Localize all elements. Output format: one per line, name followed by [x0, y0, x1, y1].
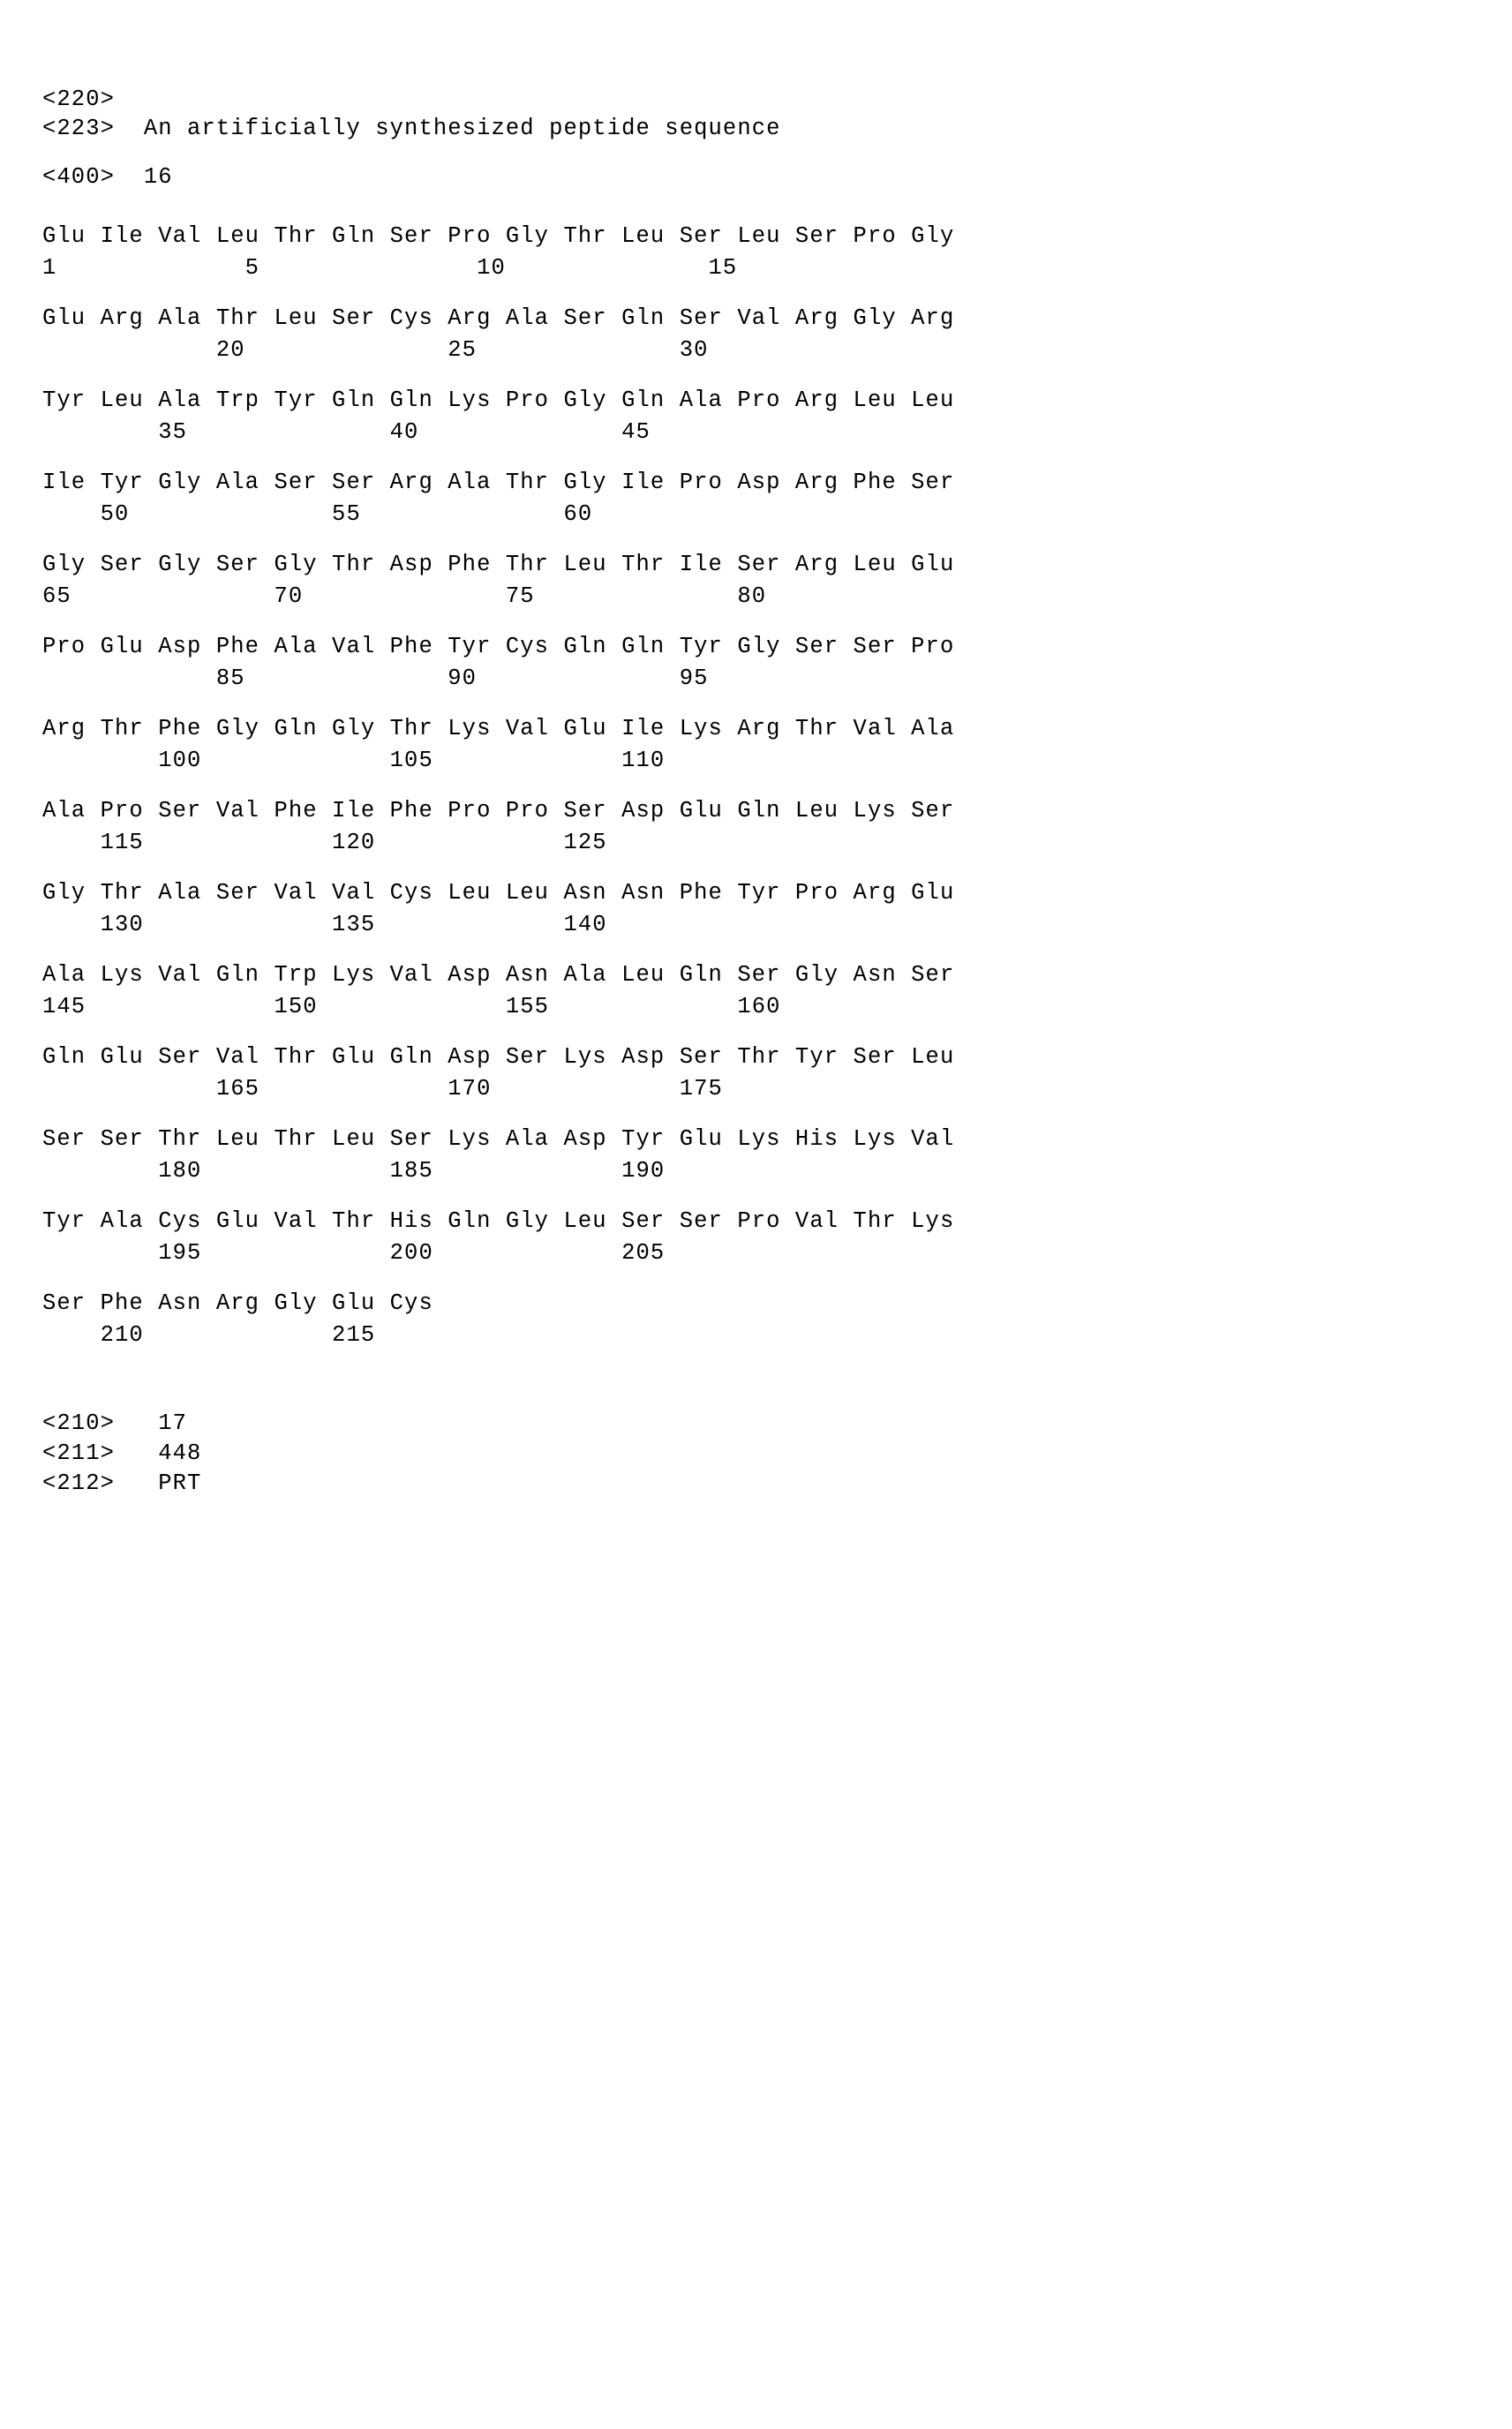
header-line-220: <220> — [42, 86, 116, 112]
numbering-row: 210 215 — [42, 1322, 376, 1348]
document-content — [42, 85, 1349, 1499]
sequence-block — [42, 716, 1349, 774]
numbering-row: 180 185 190 — [42, 1158, 666, 1184]
numbering-row: 100 105 110 — [42, 748, 666, 773]
trailing-metadata — [42, 1409, 1349, 1499]
header-line-223: <223> An artificially synthesized peptide sequence — [42, 116, 781, 141]
numbering-row: 115 120 125 — [42, 830, 607, 855]
residue-row: Tyr Ala Cys Glu Val Thr His Gln Gly Leu Ser Ser Pro Val Thr Lys — [42, 1208, 955, 1234]
residue-row: Gly Thr Ala Ser Val Val Cys Leu Leu Asn Asn Phe Tyr Pro Arg Glu — [42, 880, 955, 906]
residue-row: Ser Ser Thr Leu Thr Leu Ser Lys Ala Asp Tyr Glu Lys His Lys Val — [42, 1126, 955, 1152]
trailing-line-211: <211> 448 — [42, 1440, 202, 1466]
numbering-row: 130 135 140 — [42, 912, 607, 937]
spacer — [42, 143, 1349, 162]
residue-row: Ser Phe Asn Arg Gly Glu Cys — [42, 1290, 433, 1316]
residue-row: Tyr Leu Ala Trp Tyr Gln Gln Lys Pro Gly Gln Ala Pro Arg Leu Leu — [42, 387, 955, 413]
sequence-block — [42, 1208, 1349, 1267]
sequence-block — [42, 305, 1349, 364]
sequence-block — [42, 387, 1349, 446]
residue-row: Ala Pro Ser Val Phe Ile Phe Pro Pro Ser Asp Glu Gln Leu Lys Ser — [42, 798, 955, 823]
numbering-row: 165 170 175 — [42, 1076, 723, 1102]
residue-row: Ala Lys Val Gln Trp Lys Val Asp Asn Ala Leu Gln Ser Gly Asn Ser — [42, 962, 955, 988]
sequence-block — [42, 470, 1349, 528]
trailing-line-212: <212> PRT — [42, 1470, 202, 1496]
residue-row: Glu Ile Val Leu Thr Gln Ser Pro Gly Thr Leu Ser Leu Ser Pro Gly — [42, 223, 955, 249]
spacer — [42, 192, 1349, 223]
sequence-block — [42, 962, 1349, 1020]
residue-row: Pro Glu Asp Phe Ala Val Phe Tyr Cys Gln Gln Tyr Gly Ser Ser Pro — [42, 634, 955, 659]
numbering-row: 35 40 45 — [42, 419, 651, 445]
sequence-block — [42, 552, 1349, 610]
sequence-id-line: <400> 16 — [42, 164, 173, 190]
sequence-block — [42, 880, 1349, 938]
numbering-row: 195 200 205 — [42, 1240, 666, 1266]
numbering-row: 50 55 60 — [42, 501, 593, 527]
residue-row: Ile Tyr Gly Ala Ser Ser Arg Ala Thr Gly Ile Pro Asp Arg Phe Ser — [42, 470, 955, 495]
sequence-block — [42, 223, 1349, 282]
sequence-block — [42, 1290, 1349, 1349]
residue-row: Gln Glu Ser Val Thr Glu Gln Asp Ser Lys Asp Ser Thr Tyr Ser Leu — [42, 1044, 955, 1070]
residue-row: Gly Ser Gly Ser Gly Thr Asp Phe Thr Leu Thr Ile Ser Arg Leu Glu — [42, 552, 955, 577]
residue-row: Arg Thr Phe Gly Gln Gly Thr Lys Val Glu Ile Lys Arg Thr Val Ala — [42, 716, 955, 741]
numbering-row: 145 150 155 160 — [42, 994, 781, 1019]
numbering-row: 65 70 75 80 — [42, 583, 767, 609]
trailing-line-210: <210> 17 — [42, 1410, 188, 1436]
residue-row: Glu Arg Ala Thr Leu Ser Cys Arg Ala Ser Gln Ser Val Arg Gly Arg — [42, 305, 955, 331]
sequence-block — [42, 1126, 1349, 1184]
sequence-block — [42, 634, 1349, 692]
sequence-block — [42, 798, 1349, 856]
sequence-block — [42, 1044, 1349, 1102]
numbering-row: 1 5 10 15 — [42, 255, 738, 281]
numbering-row: 85 90 95 — [42, 666, 709, 691]
numbering-row: 20 25 30 — [42, 337, 709, 363]
